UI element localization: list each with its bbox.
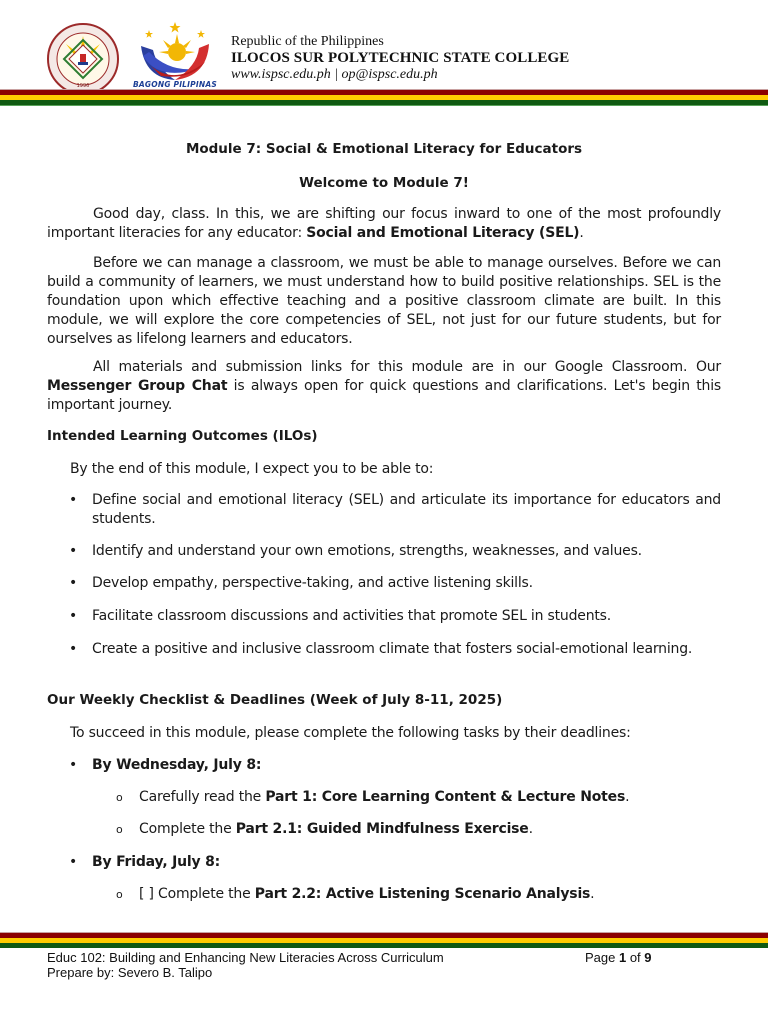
task-suffix: . bbox=[590, 886, 595, 902]
bullet-icon: • bbox=[69, 757, 78, 773]
messenger-group-chat: Messenger Group Chat bbox=[47, 378, 228, 394]
college-seal-icon bbox=[46, 22, 120, 96]
bullet-icon: • bbox=[69, 492, 78, 508]
ilo-text: Identify and understand your own emotions, strengths, weaknesses, and values. bbox=[92, 543, 642, 559]
sub-bullet-icon: o bbox=[116, 791, 123, 804]
task-prefix: Carefully read the bbox=[139, 789, 266, 805]
deadline-label: By Friday, July 8: bbox=[92, 854, 221, 870]
republic-label: Republic of the Philippines bbox=[231, 34, 384, 49]
foundation-paragraph: Before we can manage a classroom, we must be able to manage ourselves. Before we can build a community of learners, we must understand how to build positive relationships. SEL is the foundation upon which effective teaching and a positive classroom climate are built. In this module, we will explore the core competencies of SEL, not just for our future students, but for ourselves as lifelong learners and educators. bbox=[47, 255, 721, 347]
footer bbox=[47, 950, 444, 980]
module-title: Module 7: Social & Emotional Literacy for Educators bbox=[185, 141, 583, 157]
task-text bbox=[139, 885, 594, 904]
task-text bbox=[139, 788, 629, 807]
stripe-green bbox=[0, 943, 768, 948]
college-name: ILOCOS SUR POLYTECHNIC STATE COLLEGE bbox=[231, 50, 570, 66]
deadline-label: By Wednesday, July 8: bbox=[92, 757, 262, 773]
checklist-heading: Our Weekly Checklist & Deadlines (Week of July 8-11, 2025) bbox=[47, 692, 503, 708]
bullet-icon: • bbox=[69, 575, 78, 591]
page-prefix: Page bbox=[585, 950, 619, 965]
ilo-heading: Intended Learning Outcomes (ILOs) bbox=[47, 428, 318, 444]
task-part-link: Part 2.1: Guided Mindfulness Exercise bbox=[235, 821, 529, 837]
sub-bullet-icon: o bbox=[116, 888, 123, 901]
stripe-thin-green bbox=[0, 105, 768, 106]
materials-text: All materials and submission links for this module are in our Google Classroom. Our bbox=[93, 359, 721, 375]
ilo-text: Create a positive and inclusive classroom climate that fosters social-emotional learning. bbox=[92, 641, 693, 657]
bullet-icon: • bbox=[69, 543, 78, 559]
page-number bbox=[585, 950, 652, 965]
task-prefix: [ ] Complete the bbox=[139, 886, 255, 902]
header-logos bbox=[46, 16, 236, 92]
college-contact: www.ispsc.edu.ph | op@ispsc.edu.ph bbox=[231, 67, 438, 82]
sel-term: Social and Emotional Literacy (SEL) bbox=[306, 225, 580, 241]
welcome-heading: Welcome to Module 7! bbox=[299, 175, 469, 191]
materials-end: is always open for quick questions and clarifications. Let's begin this important journey. bbox=[47, 378, 721, 413]
checklist-intro: To succeed in this module, please complete the following tasks by their deadlines: bbox=[70, 725, 631, 741]
bagong-pilipinas-label: BAGONG PILIPINAS bbox=[133, 80, 217, 89]
letterhead bbox=[231, 34, 569, 83]
ilo-text: Develop empathy, perspective-taking, and active listening skills. bbox=[92, 575, 533, 591]
task-part-link: Part 1: Core Learning Content & Lecture Notes bbox=[265, 789, 626, 805]
sub-bullet-icon: o bbox=[116, 823, 123, 836]
task-text bbox=[139, 820, 533, 839]
prepared-by: Prepare by: Severo B. Talipo bbox=[47, 965, 213, 980]
page-total: 9 bbox=[644, 950, 652, 965]
task-suffix: . bbox=[625, 789, 630, 805]
task-suffix: . bbox=[528, 821, 533, 837]
intro-paragraph bbox=[47, 205, 721, 243]
page-of: of bbox=[626, 950, 645, 965]
ilo-text: Facilitate classroom discussions and activities that promote SEL in students. bbox=[92, 608, 612, 624]
ilo-text: Define social and emotional literacy (SEL) and articulate its importance for educators and students. bbox=[92, 492, 721, 527]
svg-text:1996: 1996 bbox=[76, 83, 90, 89]
ilo-intro: By the end of this module, I expect you to be able to: bbox=[70, 461, 434, 477]
intro-end: . bbox=[579, 225, 584, 241]
task-part-link: Part 2.2: Active Listening Scenario Analysis bbox=[254, 886, 591, 902]
page-current: 1 bbox=[618, 950, 627, 965]
bullet-icon: • bbox=[69, 854, 78, 870]
bullet-icon: • bbox=[69, 641, 78, 657]
intro-text: Good day, class. In this, we are shifting our focus inward to one of the most profoundly important literacies for any educator: bbox=[47, 206, 721, 241]
task-prefix: Complete the bbox=[139, 821, 236, 837]
header-stripes bbox=[0, 89, 768, 106]
footer-stripes bbox=[0, 932, 768, 948]
course-title: Educ 102: Building and Enhancing New Literacies Across Curriculum bbox=[47, 950, 444, 965]
bullet-icon: • bbox=[69, 608, 78, 624]
materials-paragraph bbox=[47, 358, 721, 415]
